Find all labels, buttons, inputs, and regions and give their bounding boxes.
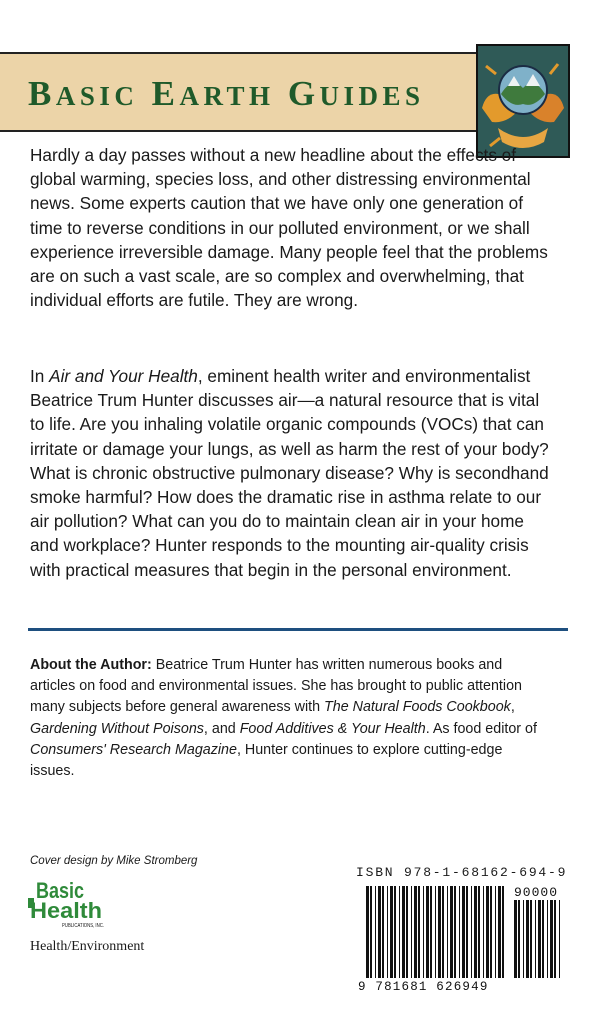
series-title — [28, 74, 425, 114]
barcode-bars-main — [366, 886, 504, 978]
earth-hands-icon — [476, 44, 570, 158]
description-paragraph-1: Hardly a day passes without a new headline about the effects of global warming, species loss, and other distressing environmental news. Some experts caution that we have only one generation of time to reverse conditions in our polluted environment, or we shall experience irreversible damage. Many people feel that the problems are on such a vast scale, are so complex and overwhelming, that individual efforts are futile. They are wrong. — [30, 145, 548, 311]
book-title: Air and Your Health — [49, 366, 198, 386]
cover-credit: Cover design by Mike Stromberg — [30, 855, 198, 867]
series-word-1: BASIC — [28, 74, 139, 113]
publisher-subtitle: PUBLICATIONS, INC. — [62, 923, 104, 929]
section-divider — [28, 628, 568, 631]
isbn-number: ISBN 978-1-68162-694-9 — [356, 865, 568, 880]
publisher-name-1: Basic — [36, 878, 84, 903]
description-paragraph-2: In Air and Your Health, eminent health writer and environmentalist Beatrice Trum Hunter discusses air—a natural resource that is vital to life. Are you inhaling volatile organic compounds (VOCs) that can irritate or damage your lungs, as well as harm the rest of your body? What is chronic obstructive pulmonary disease? Why is secondhand smoke harmful? How does the dramatic rise in asthma relate to our air pollution? What can you do to maintain clean air in your home and workplace? Hunter responds to the mounting air-quality crisis with practical measures that begin in the personal environment. — [30, 366, 549, 580]
about-label: About the Author: — [30, 657, 152, 673]
barcode-bars-addon — [514, 900, 560, 978]
about-the-author: About the Author: Beatrice Trum Hunter has written numerous books and articles on food and environmental issues. She has brought to public attention many subjects before general awareness with The Natural Foods Cookbook, Gardening Without Poisons, and Food Additives & Your Health. As food editor of Consumers' Research Magazine, Hunter continues to explore cutting-edge issues. — [30, 657, 537, 780]
series-word-3: GUIDES — [287, 74, 425, 113]
category-label: Health/Environment — [30, 939, 145, 954]
isbn-barcode — [356, 882, 566, 994]
price-code: 90000 — [514, 885, 559, 900]
publisher-logo — [28, 878, 108, 930]
publisher-name-2: Health — [30, 898, 102, 923]
series-word-2: EARTH — [151, 74, 275, 113]
barcode-digits: 9 781681 626949 — [358, 980, 489, 994]
